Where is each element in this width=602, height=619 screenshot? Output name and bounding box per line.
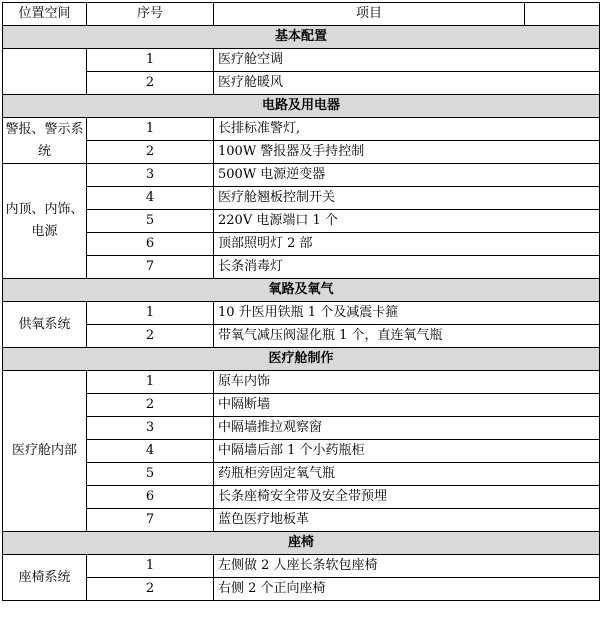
item-cell: 药瓶柜旁固定氧气瓶 xyxy=(214,463,600,486)
item-cell: 长排标准警灯, xyxy=(214,118,600,141)
item-cell: 医疗舱空调 xyxy=(214,49,600,72)
item-cell: 长条座椅安全带及安全带预埋 xyxy=(214,486,600,509)
number-cell: 1 xyxy=(87,371,214,394)
section-row xyxy=(3,348,600,371)
item-cell: 医疗舱暖风 xyxy=(214,72,600,95)
item-cell: 带氧气减压阀湿化瓶 1 个，直连氧气瓶 xyxy=(214,325,600,348)
table-row xyxy=(3,233,600,256)
number-cell: 7 xyxy=(87,509,214,532)
config-table-container xyxy=(2,2,600,601)
item-cell: 中隔墙推拉观察窗 xyxy=(214,417,600,440)
section-row xyxy=(3,26,600,49)
table-row xyxy=(3,509,600,532)
number-cell: 2 xyxy=(87,325,214,348)
number-cell: 6 xyxy=(87,486,214,509)
table-row xyxy=(3,555,600,578)
table-row xyxy=(3,578,600,601)
section-title: 座椅 xyxy=(3,532,600,555)
table-row xyxy=(3,72,600,95)
table-row xyxy=(3,164,600,187)
number-cell: 3 xyxy=(87,164,214,187)
number-cell: 2 xyxy=(87,141,214,164)
header-location: 位置空间 xyxy=(3,3,87,26)
table-row xyxy=(3,440,600,463)
table-row xyxy=(3,463,600,486)
item-cell: 原车内饰 xyxy=(214,371,600,394)
item-cell: 蓝色医疗地板革 xyxy=(214,509,600,532)
number-cell: 2 xyxy=(87,72,214,95)
section-row xyxy=(3,95,600,118)
table-row xyxy=(3,371,600,394)
number-cell: 4 xyxy=(87,440,214,463)
section-title: 电路及用电器 xyxy=(3,95,600,118)
table-row xyxy=(3,325,600,348)
section-title: 氧路及氧气 xyxy=(3,279,600,302)
table-row xyxy=(3,302,600,325)
table-row xyxy=(3,210,600,233)
table-row xyxy=(3,141,600,164)
item-cell: 右侧 2 个正向座椅 xyxy=(214,578,600,601)
table-row xyxy=(3,394,600,417)
config-table xyxy=(2,2,600,601)
item-cell: 顶部照明灯 2 部 xyxy=(214,233,600,256)
header-extra xyxy=(525,3,600,26)
location-cell: 供氧系统 xyxy=(3,302,87,348)
number-cell: 1 xyxy=(87,49,214,72)
number-cell: 2 xyxy=(87,394,214,417)
table-row xyxy=(3,49,600,72)
item-cell: 左侧做 2 人座长条软包座椅 xyxy=(214,555,600,578)
number-cell: 4 xyxy=(87,187,214,210)
item-cell: 220V 电源端口 1 个 xyxy=(214,210,600,233)
number-cell: 3 xyxy=(87,417,214,440)
location-cell: 医疗舱内部 xyxy=(3,371,87,532)
item-cell: 中隔断墙 xyxy=(214,394,600,417)
number-cell: 1 xyxy=(87,555,214,578)
location-cell: 内顶、内饰、电源 xyxy=(3,164,87,279)
header-row xyxy=(3,3,600,26)
number-cell: 1 xyxy=(87,118,214,141)
header-number: 序号 xyxy=(87,3,214,26)
table-row xyxy=(3,118,600,141)
header-item: 项目 xyxy=(214,3,525,26)
table-row xyxy=(3,187,600,210)
location-cell: 警报、警示系统 xyxy=(3,118,87,164)
number-cell: 5 xyxy=(87,210,214,233)
table-row xyxy=(3,417,600,440)
table-row xyxy=(3,256,600,279)
table-row xyxy=(3,486,600,509)
item-cell: 500W 电源逆变器 xyxy=(214,164,600,187)
number-cell: 1 xyxy=(87,302,214,325)
section-row xyxy=(3,279,600,302)
item-cell: 医疗舱翘板控制开关 xyxy=(214,187,600,210)
item-cell: 10 升医用铁瓶 1 个及减震卡箍 xyxy=(214,302,600,325)
item-cell: 长条消毒灯 xyxy=(214,256,600,279)
number-cell: 5 xyxy=(87,463,214,486)
item-cell: 100W 警报器及手持控制 xyxy=(214,141,600,164)
number-cell: 7 xyxy=(87,256,214,279)
number-cell: 2 xyxy=(87,578,214,601)
number-cell: 6 xyxy=(87,233,214,256)
item-cell: 中隔墙后部 1 个小药瓶柜 xyxy=(214,440,600,463)
section-row xyxy=(3,532,600,555)
section-title: 基本配置 xyxy=(3,26,600,49)
location-cell: 座椅系统 xyxy=(3,555,87,601)
location-cell xyxy=(3,49,87,95)
section-title: 医疗舱制作 xyxy=(3,348,600,371)
